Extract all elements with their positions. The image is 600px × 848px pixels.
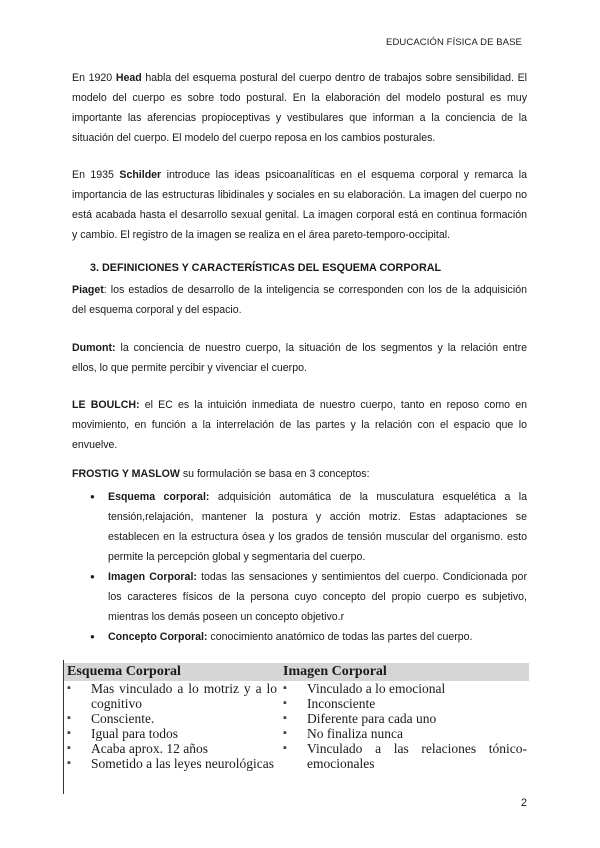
definition-frostig (72, 464, 527, 484)
column-items (283, 681, 527, 771)
year-1935: En 1935 (72, 169, 114, 181)
definition-dumont (72, 338, 527, 378)
list-item: ▪ Vinculado a las relaciones tónico-emocionales (283, 741, 527, 771)
list-item: ▪ Acaba aprox. 12 años (67, 741, 277, 756)
section-title: 3. DEFINICIONES Y CARACTERÍSTICAS DEL ESQUEMA CORPORAL (90, 262, 442, 274)
year-1920: En 1920 (72, 72, 113, 84)
concepts-list (90, 487, 527, 647)
list-item: ▪ Diferente para cada uno (283, 711, 527, 726)
concept-name: Imagen Corporal: (108, 571, 197, 583)
column-items (67, 681, 277, 771)
definition-leboulch-text: el EC es la intuición inmediata de nuestro cuerpo, tanto en reposo como en movimiento, en función a la interrelación de las partes y la relación con el espacio que lo envuelve. (72, 399, 527, 451)
concept-concepto-corporal (90, 627, 527, 647)
page-header: EDUCACIÓN FÍSICA DE BASE (386, 37, 522, 48)
list-item: ▪ Vinculado a lo emocional (283, 681, 527, 696)
name-frostig: FROSTIG Y MASLOW (72, 468, 180, 480)
paragraph-head-text: habla del esquema postural del cuerpo dentro de trabajos sobre sensibilidad. El modelo del cuerpo es sobre todo postural. En la elaboración del modelo postural es muy importante las aferencias propioceptivas y vestibulares que informan a la conciencia de la situación del cuerpo. El modelo del cuerpo reposa en los cambios posturales. (72, 72, 527, 144)
concept-text: conocimiento anatómico de todas las partes del cuerpo. (210, 631, 473, 643)
list-item: ▪ Mas vinculado a lo motriz y a lo cognitivo (67, 681, 277, 711)
list-item: ▪ Igual para todos (67, 726, 277, 741)
definition-piaget (72, 280, 527, 320)
concept-esquema-corporal (90, 487, 527, 567)
list-item: ▪ Inconsciente (283, 696, 527, 711)
concept-imagen-corporal (90, 567, 527, 627)
paragraph-schilder (72, 165, 527, 245)
concept-text: adquisición automática de la musculatura esquelética a la tensión,relajación, mantener la postura y acción motriz. Estas adaptaciones se establecen en la estructura ósea y los grados de tensión muscular del organismo. esto permite la percepción global y segmentaria del cuerpo. (108, 491, 527, 563)
name-dumont: Dumont: (72, 342, 116, 354)
name-head: Head (115, 72, 142, 84)
name-schilder: Schilder (119, 169, 162, 181)
list-item: ▪ Sometido a las leyes neurológicas (67, 756, 277, 771)
column-title: Esquema Corporal (67, 664, 181, 679)
column-imagen-corporal (283, 663, 527, 771)
concept-text: todas las sensaciones y sentimientos del cuerpo. Condicionada por los caracteres físicos de la persona cuyo concepto del propio cuerpo es subjetivo, mientras los demás poseen un concepto objetivo.r (108, 571, 527, 623)
definition-piaget-text: : los estadios de desarrollo de la inteligencia se corresponden con los de la adquisición del esquema corporal y del espacio. (72, 284, 527, 316)
definition-frostig-text: su formulación se basa en 3 conceptos: (182, 468, 370, 480)
definition-leboulch (72, 395, 527, 455)
page-number: 2 (520, 797, 527, 809)
list-item: ▪ Consciente. (67, 711, 277, 726)
comparison-table-image (61, 660, 529, 794)
paragraph-schilder-text: introduce las ideas psicoanalíticas en el esquema corporal y remarca la importancia de las estructuras libidinales y sociales en su elaboración. La imagen del cuerpo no está acabada hasta el desarrollo sexual genital. La imagen corporal está en continua formación y cambio. El registro de la imagen se realiza en el área pareto-temporo-occipital. (72, 169, 527, 241)
concept-name: Concepto Corporal: (108, 631, 208, 643)
list-item: ▪ No finaliza nunca (283, 726, 527, 741)
concept-name: Esquema corporal: (108, 491, 210, 503)
name-piaget: Piaget (72, 284, 104, 296)
column-title: Imagen Corporal (283, 664, 387, 679)
paragraph-head (72, 68, 527, 148)
definition-dumont-text: la conciencia de nuestro cuerpo, la situación de los segmentos y la relación entre ellos, lo que permite percibir y vivenciar el cuerpo. (72, 342, 527, 374)
column-esquema-corporal (67, 663, 277, 771)
name-leboulch: LE BOULCH: (72, 399, 140, 411)
